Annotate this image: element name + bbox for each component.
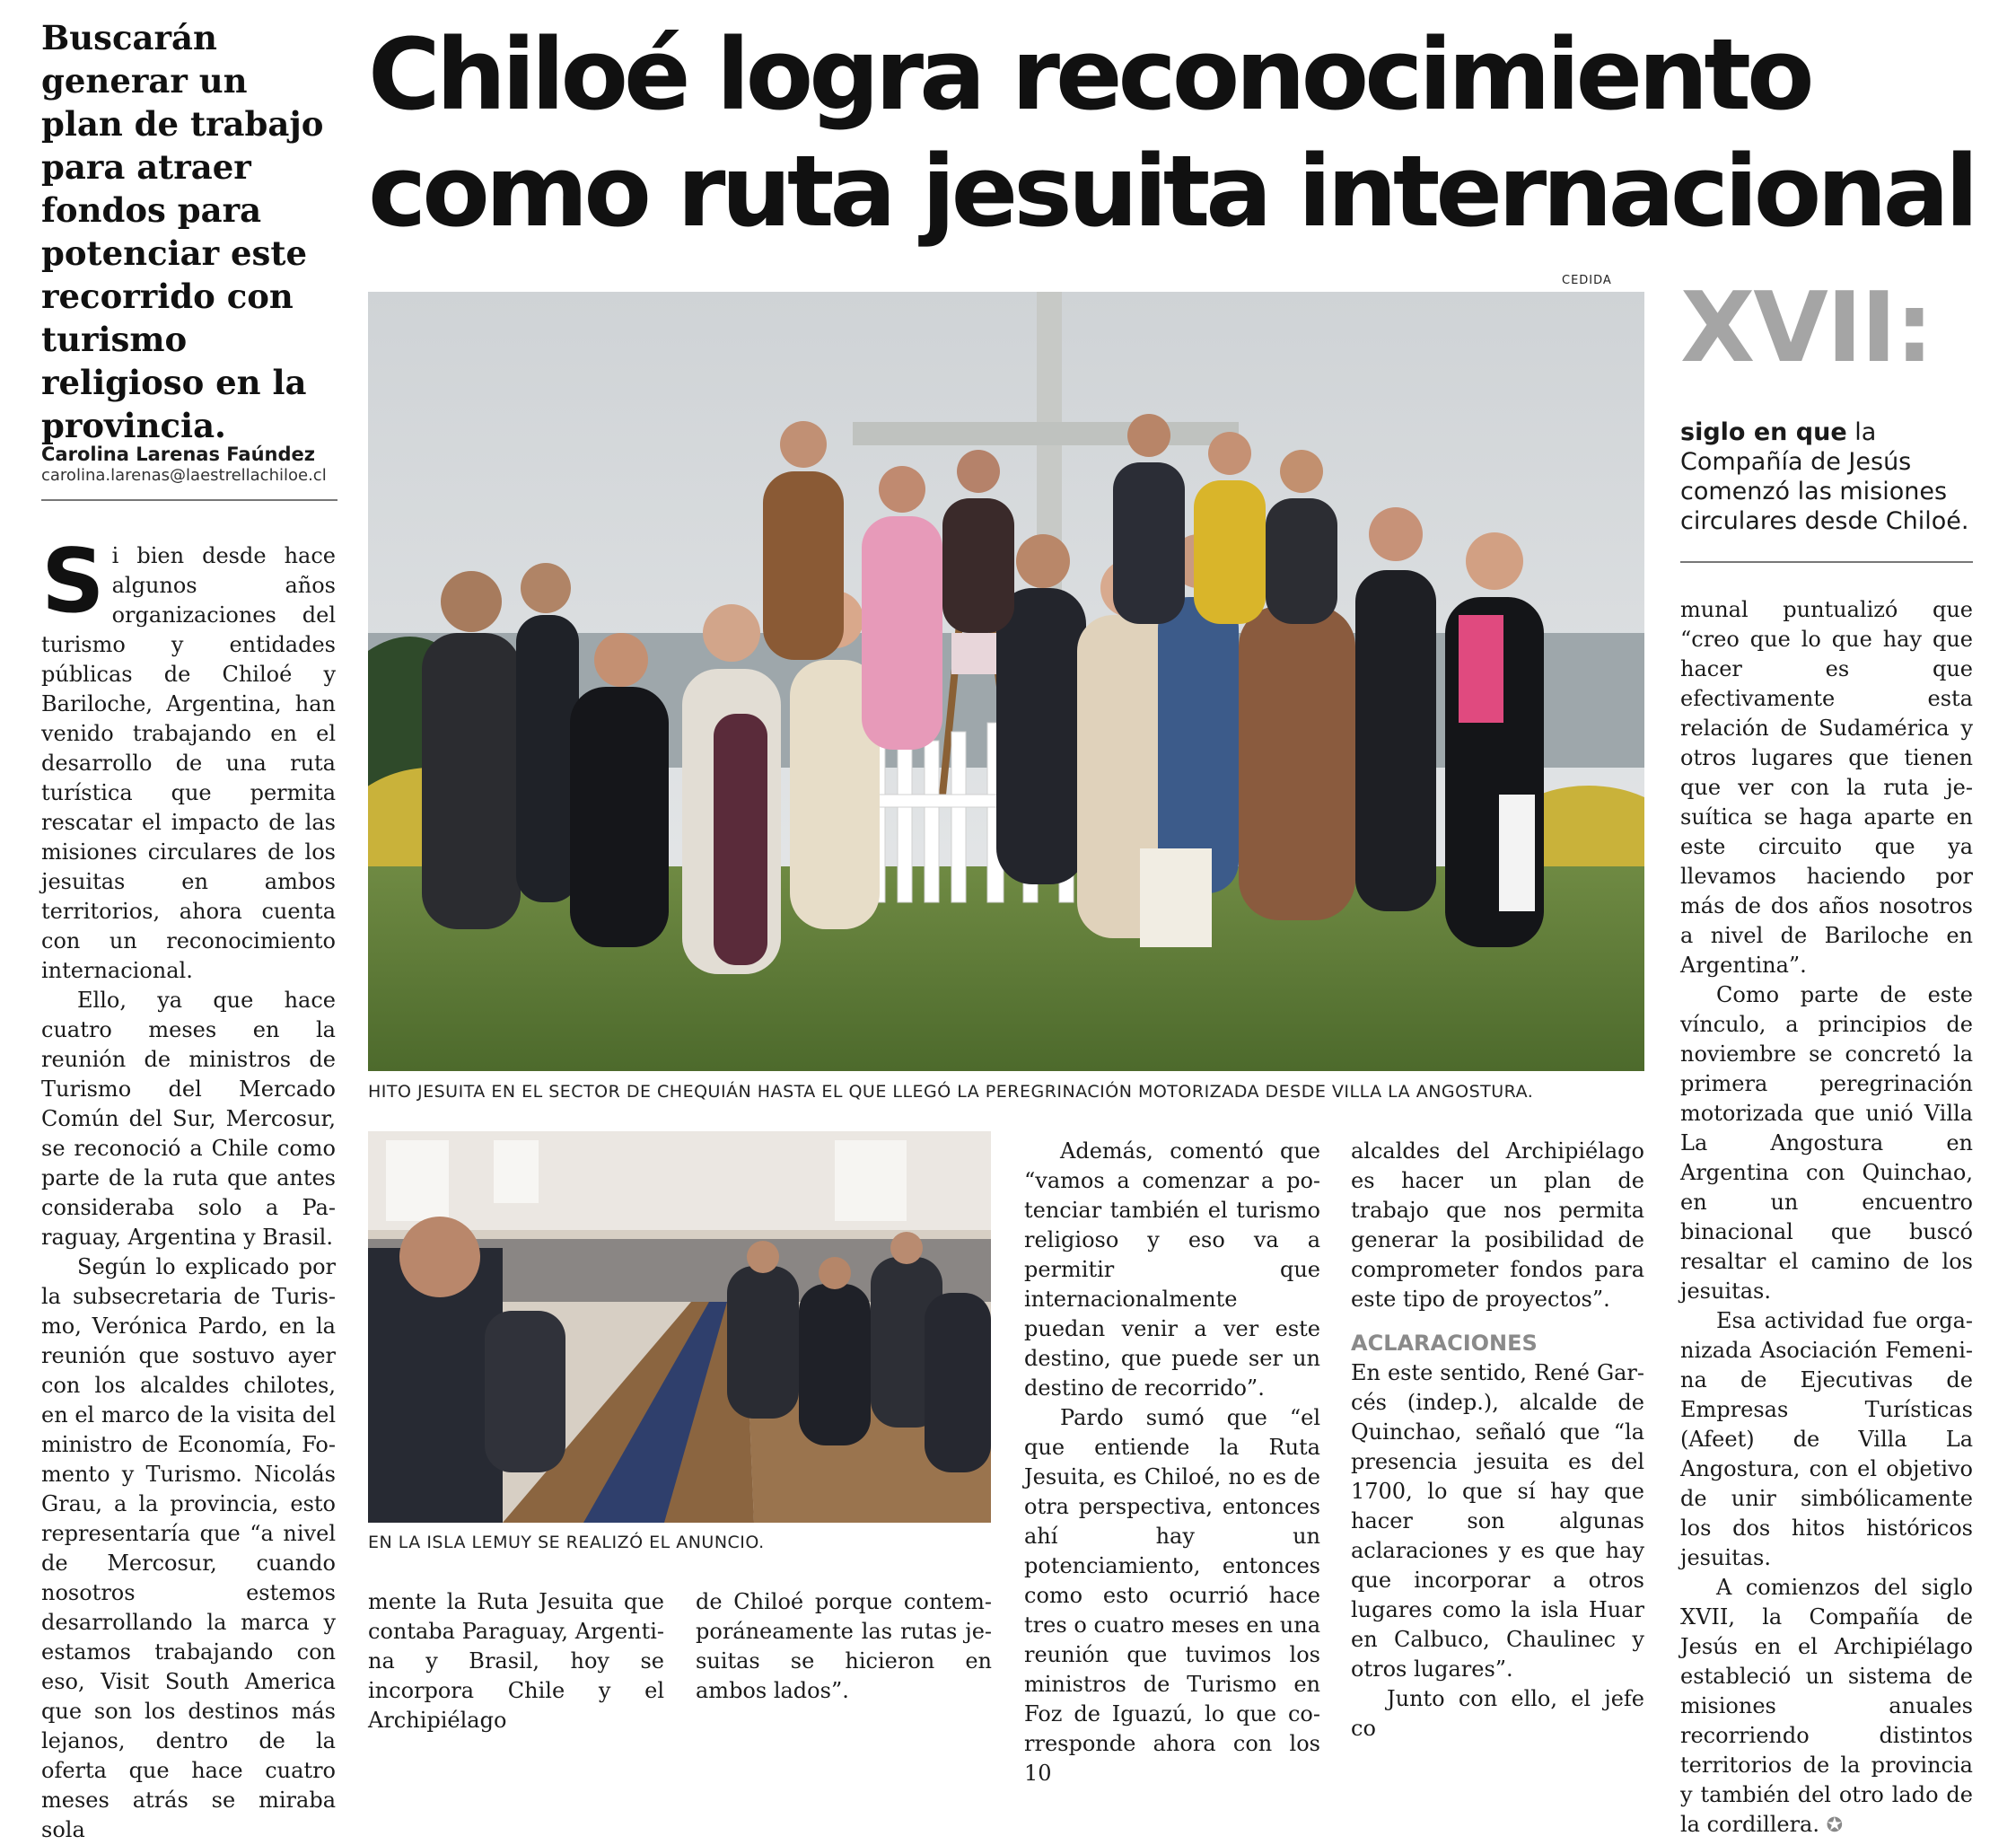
paragraph: Según lo explicado por la subsecretaria de Turismo, Verónica Pardo, en la reunión que sostuvo ayer con los alcaldes chilotes, en el marco de la visita del ministro de Economía, Fomento y Turismo. Nicolás Grau, a la provincia, esto representaría que “a nivel de Mercosur, cuando nosotros estemos desarrollando la marca y estamos trabajando con eso, Visit South America que son los destinos más lejanos, dentro de la oferta que hace cuatro meses atrás se miraba sola [41,1254,336,1842]
article-column-1 [41,531,336,1845]
article-column-6 [1680,595,1973,1841]
paragraph: Junto con ello, el jefe co [1351,1686,1644,1741]
headline [368,16,1984,250]
photo-credit: CEDIDA [1562,274,1612,287]
secondary-photo [368,1131,991,1523]
main-photo-illustration [368,292,1644,1071]
paragraph: Pardo sumó que “el que entiende la Ruta Jesuita, es Chiloé, no es de otra perspectiva, entonces ahí hay un potenciamiento, entonces como esto ocurrió hace tres o cuatro meses en una reunión que tuvimos los ministros de Turismo en Foz de Iguazú, lo que corresponde ahora con los 10 [1024,1405,1320,1786]
paragraph: mente la Ruta Jesuita que contaba Paraguay, Argentina y Brasil, hoy se incorpora Chile y el Archipiélago [368,1589,664,1733]
article-column-3 [696,1587,992,1706]
author-email: carolina.larenas@laestrellachiloe.cl [41,466,327,485]
main-photo-caption: HITO JESUITA EN EL SECTOR DE CHEQUIÁN HASTA EL QUE LLEGÓ LA PEREGRINACIÓN MOTORIZADA DESDE VILLA LA ANGOSTURA. [368,1082,1534,1102]
paragraph: Esa actividad fue organizada Asociación Femenina de Ejecutivas de Empresas Turísticas (Afeet) de Villa La Angostura, con el objetivo de unir simbólicamente los dos hitos históricos jesuitas. [1680,1308,1973,1570]
article-column-5 [1351,1137,1644,1744]
secondary-photo-caption: EN LA ISLA LEMUY SE REALIZÓ EL ANUNCIO. [368,1533,765,1552]
article-column-2 [368,1587,664,1735]
main-photo [368,292,1644,1071]
drop-cap: S [41,531,105,633]
paragraph: En este sentido, René Garcés (indep.), alcalde de Quinchao, señaló que “la presencia jesuita es del 1700, lo que sí hay que hacer son algunas aclaraciones y es que hay que incorporar a otros lugares como la isla Huar en Calbuco, Chaulinec y otros lugares”. [1351,1360,1644,1682]
stat-bold-lead: siglo en que [1680,418,1847,446]
stat-description [1680,417,1985,536]
paragraph: munal puntualizó que “creo que lo que hay que hacer es que efectivamente esta relación de Sudamérica y otros lugares que tienen que ver con la ruta jesuítica se haga aparte en este circuito que ya llevamos haciendo por más de dos años nosotros a nivel de Bariloche en Argentina”. [1680,597,1973,978]
paragraph: de Chiloé porque contemporáneamente las rutas jesuitas se hicieron en ambos lados”. [696,1589,992,1703]
byline [41,443,337,486]
secondary-photo-illustration [368,1131,991,1523]
article-column-4 [1024,1137,1320,1788]
stat-rest: la Compañía de Jesús comenzó las misiones circulares desde Chiloé. [1680,418,1969,535]
byline-divider [41,499,337,501]
end-mark-icon: ✪ [1826,1814,1844,1837]
paragraph: alcaldes del Archipiélago es hacer un plan de trabajo que nos permita generar la posibilidad de comprometer fondos para este tipo de proyectos”. [1351,1138,1644,1312]
paragraph: A comienzos del siglo XVII, la Compañía de Jesús en el Archipiélago estableció un sistema de misiones anuales recorriendo distintos territorios de la provincia y también del otro lado de la cordillera. ✪ [1680,1575,1973,1837]
paragraph: Ello, ya que hace cuatro meses en la reunión de ministros de Turismo del Mercado Común del Sur, Mercosur, se reconoció a Chile como parte de la ruta que antes consideraba solo a Paraguay, Argentina y Brasil. [41,988,336,1250]
paragraph: Además, comentó que “vamos a comenzar a potenciar también el turismo religioso y eso va a permitir que internacionalmente puedan venir a ver este destino, que puede ser un destino de recorrido”. [1024,1138,1320,1401]
paragraph: Como parte de este vínculo, a principios de noviembre se concretó la primera peregrinación motorizada que unió Villa La Angostura en Argentina con Quinchao, en un encuentro binacional que buscó resaltar el camino de los jesuitas. [1680,982,1973,1304]
headline-line-1: Chiloé logra reconocimiento [368,17,1810,132]
subhead-aclaraciones: ACLARACIONES [1351,1331,1538,1356]
stat-figure: XVII: [1680,272,1933,384]
paragraph: Si bien desde hace algunos años organizaciones del turismo y entidades públicas de Chiloé y Bariloche, Argentina, han venido trabajando en el desarrollo de una ruta turística que permita rescatar el impacto de las misiones circulares de los jesuitas en ambos territorios, ahora cuenta con un reconocimiento internacional. [41,531,336,983]
author-name: Carolina Larenas Faúndez [41,444,315,465]
deck-subtitle: Buscarán generar un plan de trabajo para atraer fondos para potenciar este recorrido con turismo religioso en la provincia. [41,18,324,445]
headline-line-2: como ruta jesuita internacional [368,134,1975,249]
stat-divider [1680,561,1973,563]
